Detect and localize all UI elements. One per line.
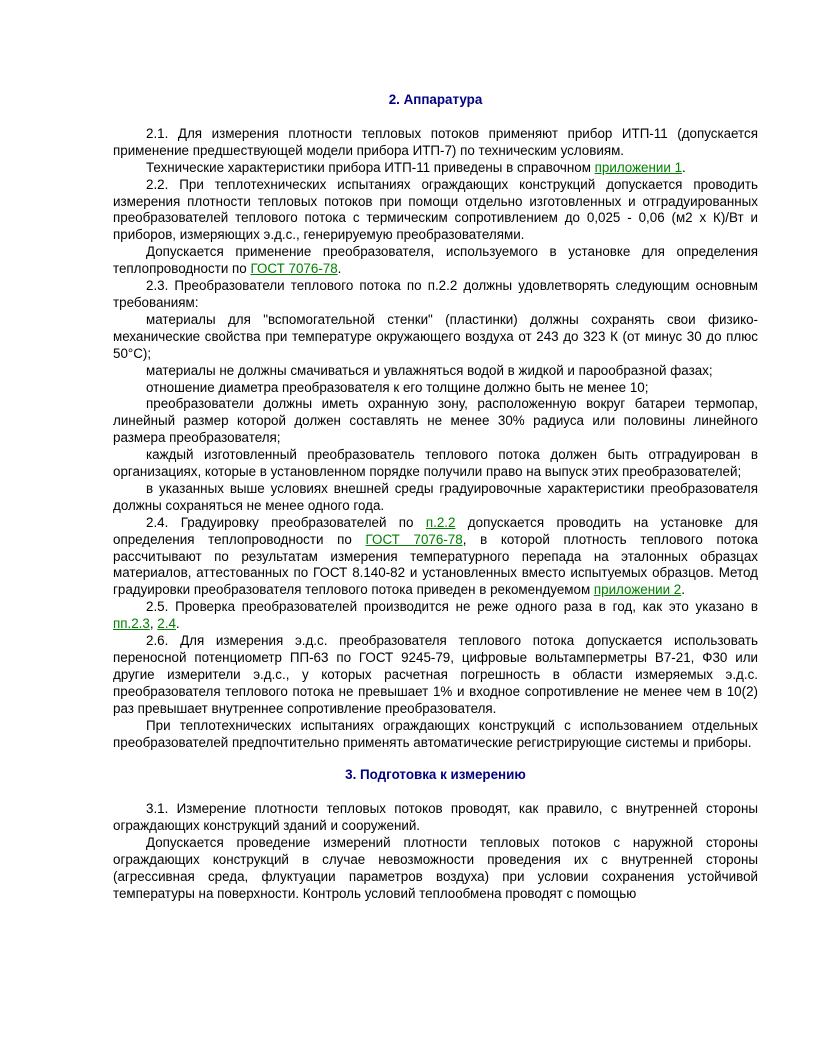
requirement-calibration: каждый изготовленный преобразователь теплового потока должен быть отградуирован в организациях, которые в установленном порядке получили право на выпуск этих преобразователей; bbox=[113, 447, 758, 480]
text: . bbox=[337, 261, 342, 277]
paragraph-2-6-auto: При теплотехнических испытаниях ограждающих конструкций с использованием отдельных преобразователей предпочтительно применять автоматические регистрирующие системы и приборы. bbox=[113, 717, 758, 750]
link-appendix-1[interactable]: приложении 1 bbox=[594, 159, 683, 175]
link-pp-2-3[interactable]: пп.2.3 bbox=[113, 616, 150, 632]
link-2-4[interactable]: 2.4 bbox=[157, 616, 176, 632]
paragraph-2-6: 2.6. Для измерения э.д.с. преобразователя теплового потока допускается использовать переносной потенциометр ПП-63 по ГОСТ 9245-79, цифровые вольтамперметры В7-21, Ф30 или другие измерители э.д.с., у которых расчетная погрешность в области измеряемых э.д.с. преобразователя теплового потока не превышает 1% и входное сопротивление не менее чем в 10(2) раз превышает внутреннее сопротивление преобразователя. bbox=[113, 633, 758, 716]
text: допускается проводить на установке для определения теплопроводности по bbox=[113, 514, 758, 547]
requirement-guard-zone: преобразователи должны иметь охранную зону, расположенную вокруг батареи термопар, линейный размер которой должен составлять не менее 30% радиуса или половины линейного размера преобразователя; bbox=[113, 396, 758, 446]
requirement-diameter: отношение диаметра преобразователя к его толщине должно быть не менее 10; bbox=[146, 379, 649, 395]
section-2-heading: 2. Аппаратура bbox=[388, 92, 483, 107]
paragraph-2-2: 2.2. При теплотехнических испытаниях ограждающих конструкций допускается проводить измерения плотности тепловых потоков при помощи отдельно изготовленных и отградуированных преобразователей теплового потока с термическим сопротивлением до 0,025 - 0,06 (м2 х К)/Вт и приборов, измеряющих э.д.с., генерируемую преобразователями. bbox=[113, 176, 758, 243]
text: . bbox=[681, 582, 685, 598]
text: . bbox=[682, 159, 686, 175]
paragraph-2-1: 2.1. Для измерения плотности тепловых потоков применяют прибор ИТП-11 (допускается применение предшествующей модели прибора ИТП-7) по техническим условиям. bbox=[113, 125, 758, 158]
document-page bbox=[113, 92, 758, 903]
text: 2.4. Градуировку преобразователей по bbox=[146, 514, 426, 530]
text: Технические характеристики прибора ИТП-11 приведены в справочном bbox=[146, 159, 595, 175]
link-appendix-2[interactable]: приложении 2 bbox=[593, 582, 682, 598]
paragraph-3-1-outside: Допускается проведение измерений плотности тепловых потоков с наружной стороны ограждающих конструкций в случае невозможности проведения их с внутренней стороны (агрессивная среда, флуктуации параметров воздуха) при условии сохранения устойчивой температуры на поверхности. Контроль условий теплообмена проводят с помощью bbox=[113, 835, 758, 901]
paragraph-2-3: 2.3. Преобразователи теплового потока по п.2.2 должны удовлетворять следующим основным требованиям: bbox=[113, 278, 758, 310]
paragraph-2-5 bbox=[113, 599, 758, 633]
paragraph-2-4 bbox=[113, 515, 758, 600]
requirement-materials: материалы для "вспомогательной стенки" (пластинки) должны сохранять свои физико-механические свойства при температуре окружающего воздуха от 243 до 323 К (от минус 30 до плюс 50°С); bbox=[113, 311, 758, 361]
text: 2.5. Проверка преобразователей производится не реже одного раза в год, как это указано в bbox=[146, 599, 758, 615]
section-3-heading: 3. Подготовка к измерению bbox=[345, 767, 526, 783]
link-p-2-2[interactable]: п.2.2 bbox=[425, 514, 456, 530]
paragraph-3-1: 3.1. Измерение плотности тепловых потоков проводят, как правило, с внутренней стороны ограждающих конструкций зданий и сооружений. bbox=[113, 801, 758, 834]
paragraph-2-2-alt bbox=[113, 244, 758, 278]
paragraph-2-1-specs bbox=[113, 160, 758, 177]
link-gost-7076-78-2[interactable]: ГОСТ 7076-78 bbox=[365, 531, 463, 547]
text: , bbox=[149, 616, 158, 632]
link-gost-7076-78[interactable]: ГОСТ 7076-78 bbox=[250, 261, 338, 277]
requirement-wetting: материалы не должны смачиваться и увлажняться водой в жидкой и парообразной фазах; bbox=[146, 362, 713, 378]
text: Допускается применение преобразователя, используемого в установке для определения теплопроводности по bbox=[113, 244, 758, 277]
requirement-stability: в указанных выше условиях внешней среды градуировочные характеристики преобразователя должны сохраняться не менее одного года. bbox=[113, 480, 758, 513]
text: . bbox=[175, 616, 180, 632]
text: , в которой плотность теплового потока рассчитывают по результатам измерения температурного перепада на эталонных образцах материалов, аттестованных по ГОСТ 8.140-82 и установленных вместо испытуемых образцов. Метод градуировки преобразователя теплового потока приведен в рекомендуемом bbox=[113, 531, 758, 598]
